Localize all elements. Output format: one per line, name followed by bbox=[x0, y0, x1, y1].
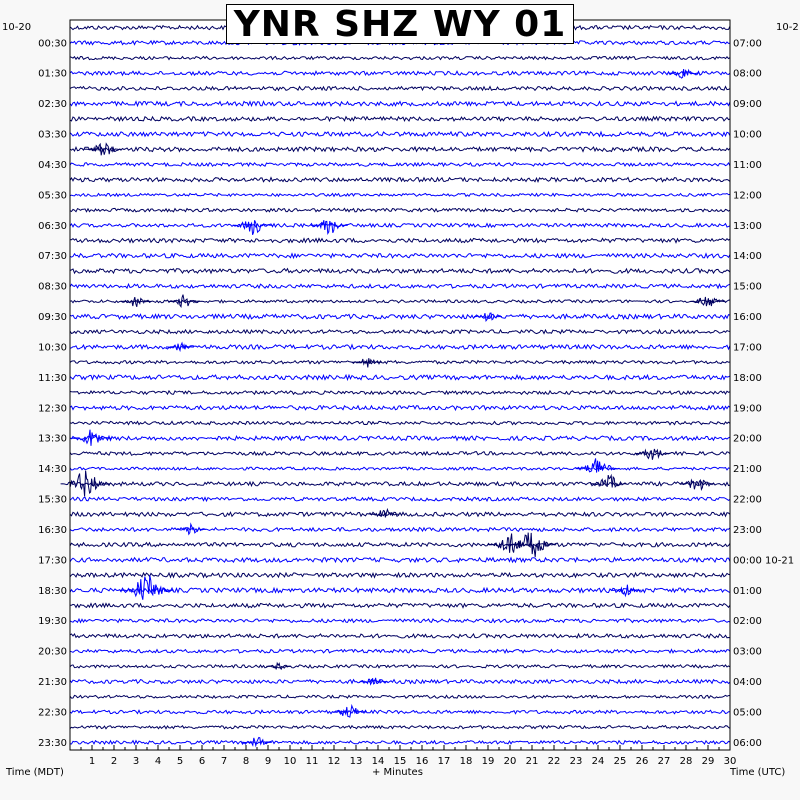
x-tick-label: 21 bbox=[525, 756, 539, 767]
right-time-label: 01:00 bbox=[733, 585, 762, 597]
right-time-label: 05:00 bbox=[733, 707, 762, 719]
right-time-label: 20:00 bbox=[733, 433, 762, 445]
x-tick-label: 16 bbox=[415, 756, 429, 767]
x-tick-label: 11 bbox=[305, 756, 319, 767]
right-time-label: 14:00 bbox=[733, 251, 762, 263]
right-time-label: 18:00 bbox=[733, 372, 762, 384]
left-time-labels bbox=[38, 38, 67, 749]
right-time-label: 06:00 bbox=[733, 737, 762, 749]
x-tick-label: 20 bbox=[503, 756, 517, 767]
left-time-label: 09:30 bbox=[38, 312, 67, 324]
right-time-label: 03:00 bbox=[733, 646, 762, 658]
right-time-label: 00:00 10-21 bbox=[733, 555, 795, 567]
x-tick-label: 30 bbox=[723, 756, 737, 767]
left-time-label: 20:30 bbox=[38, 646, 67, 658]
right-time-label: 04:00 bbox=[733, 677, 762, 689]
left-time-label: 05:30 bbox=[38, 190, 67, 202]
x-tick-label: 8 bbox=[242, 756, 250, 767]
x-tick-label: 15 bbox=[393, 756, 407, 767]
x-tick-label: 1 bbox=[88, 756, 96, 767]
left-time-label: 18:30 bbox=[38, 585, 67, 597]
right-time-label: 16:00 bbox=[733, 312, 762, 324]
x-tick-label: 29 bbox=[701, 756, 715, 767]
x-axis-title: + Minutes bbox=[372, 767, 423, 778]
left-time-label: 10:30 bbox=[38, 342, 67, 354]
left-time-label: 06:30 bbox=[38, 220, 67, 232]
right-time-labels bbox=[733, 38, 794, 749]
left-time-label: 14:30 bbox=[38, 464, 67, 476]
x-tick-label: 10 bbox=[283, 756, 297, 767]
left-time-label: 23:30 bbox=[38, 737, 67, 749]
left-time-label: 22:30 bbox=[38, 707, 67, 719]
right-time-label: 13:00 bbox=[733, 220, 762, 232]
left-time-label: 12:30 bbox=[38, 403, 67, 415]
title-box bbox=[226, 4, 574, 44]
left-time-label: 15:30 bbox=[38, 494, 67, 506]
left-time-label: 07:30 bbox=[38, 251, 67, 263]
right-time-label: 02:00 bbox=[733, 616, 762, 628]
left-time-label: 13:30 bbox=[38, 433, 67, 445]
right-time-label: 22:00 bbox=[733, 494, 762, 506]
x-tick-label: 14 bbox=[371, 756, 385, 767]
x-tick-label: 9 bbox=[264, 756, 272, 767]
left-axis-title: Time (MDT) bbox=[6, 767, 64, 778]
right-time-label: 10:00 bbox=[733, 129, 762, 141]
x-tick-label: 3 bbox=[132, 756, 140, 767]
plot-background bbox=[70, 20, 730, 750]
right-time-label: 08:00 bbox=[733, 68, 762, 80]
left-time-label: 11:30 bbox=[38, 372, 67, 384]
right-time-label: 23:00 bbox=[733, 524, 762, 536]
x-tick-label: 24 bbox=[591, 756, 605, 767]
left-time-label: 01:30 bbox=[38, 68, 67, 80]
x-tick-label: 17 bbox=[437, 756, 451, 767]
left-time-label: 19:30 bbox=[38, 616, 67, 628]
right-time-label: 21:00 bbox=[733, 464, 762, 476]
x-tick-label: 6 bbox=[198, 756, 206, 767]
x-tick-label: 5 bbox=[176, 756, 184, 767]
right-time-label: 19:00 bbox=[733, 403, 762, 415]
left-time-label: 03:30 bbox=[38, 129, 67, 141]
left-time-label: 16:30 bbox=[38, 524, 67, 536]
x-tick-label: 25 bbox=[613, 756, 627, 767]
left-time-label: 04:30 bbox=[38, 159, 67, 171]
x-tick-label: 4 bbox=[154, 756, 162, 767]
left-time-label: 02:30 bbox=[38, 99, 67, 111]
x-tick-label: 18 bbox=[459, 756, 473, 767]
x-tick-label: 22 bbox=[547, 756, 561, 767]
x-tick-label: 19 bbox=[481, 756, 495, 767]
right-time-label: 15:00 bbox=[733, 281, 762, 293]
x-tick-label: 28 bbox=[679, 756, 693, 767]
right-time-label: 07:00 bbox=[733, 38, 762, 50]
right-axis-title: Time (UTC) bbox=[730, 767, 786, 778]
x-tick-label: 7 bbox=[220, 756, 228, 767]
right-time-label: 17:00 bbox=[733, 342, 762, 354]
left-time-label: 08:30 bbox=[38, 281, 67, 293]
left-time-label: 17:30 bbox=[38, 555, 67, 567]
left-date-label: 10-20 bbox=[2, 22, 32, 33]
right-date-label: 10-2 bbox=[776, 22, 799, 33]
right-time-label: 11:00 bbox=[733, 159, 762, 171]
right-time-label: 09:00 bbox=[733, 99, 762, 111]
left-time-label: 21:30 bbox=[38, 677, 67, 689]
x-tick-label: 12 bbox=[327, 756, 341, 767]
x-tick-label: 27 bbox=[657, 756, 671, 767]
x-axis-labels bbox=[89, 756, 737, 767]
chart-title: YNR SHZ WY 01 bbox=[233, 3, 567, 45]
right-time-label: 12:00 bbox=[733, 190, 762, 202]
x-tick-label: 2 bbox=[110, 756, 118, 767]
x-tick-label: 26 bbox=[635, 756, 649, 767]
x-tick-label: 23 bbox=[569, 756, 583, 767]
x-tick-label: 13 bbox=[349, 756, 363, 767]
left-time-label: 00:30 bbox=[38, 38, 67, 50]
